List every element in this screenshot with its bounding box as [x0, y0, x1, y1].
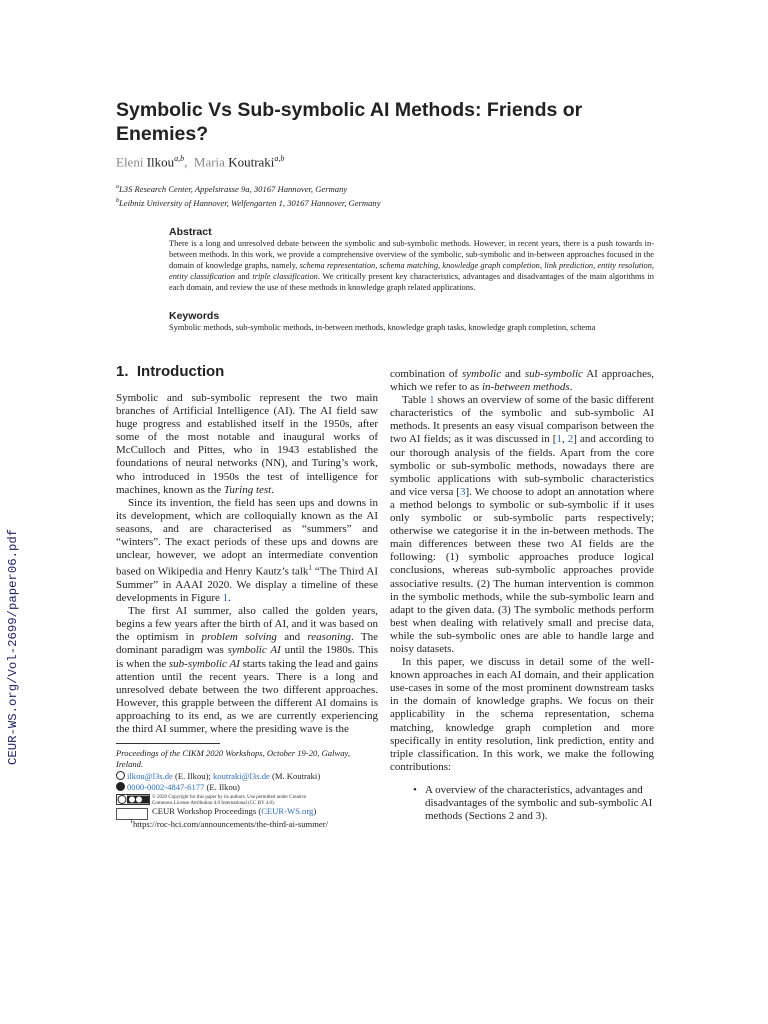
footnote-url[interactable]: https://roc-hci.com/announcements/the-third-ai-summer/ — [133, 818, 328, 829]
license-text: © 2020 Copyright for this paper by its authors. Use permitted under Creative — [152, 795, 307, 800]
affiliation — [116, 184, 347, 194]
author-first-name: Eleni — [116, 154, 144, 170]
section-heading: 1. Introduction — [116, 363, 225, 380]
citation-link[interactable]: 3 — [459, 485, 466, 498]
author-affil-mark: a,b — [174, 154, 185, 163]
paper-title: Symbolic Vs Sub-symbolic AI Methods: Friends or Enemies? — [116, 99, 583, 145]
orcid-link[interactable]: 0000-0002-4847-6177 — [127, 782, 205, 792]
paragraph: The first AI summer, also called the golden years, begins a few years after the birth of AI, and it was based on the optimism in problem solving and reasoning. The dominant paradigm was symbolic AI until the 1980s. This is when the sub-symbolic AI starts taking the lead and gains attention until the recent years. There is a long and unresolved debate between the two different approaches. However, this grapple between the different AI domains is approaching to its end, as we are currently experiencing the third AI summer, where the presiding wave is the — [116, 605, 378, 735]
affil-mark: b — [116, 198, 119, 205]
citation-link[interactable]: 2 — [567, 433, 574, 446]
keywords-text: Symbolic methods, sub-symbolic methods, in-between methods, knowledge graph tasks, knowledge graph completion, schema — [169, 323, 596, 332]
left-column — [116, 392, 378, 736]
paragraph: Symbolic and sub-symbolic represent the two main branches of Artificial Intelligence (AI). The AI field saw huge progress and established itself in the 1950s, after some of the most notable and inaugural works of McCulloch and Pittes, who in 1943 established the foundations of neural networks (NN), and Turing’s work, who introduced in 1950s the test of intelligence for machines, known as the Turing test. — [116, 392, 378, 496]
envelope-icon — [116, 771, 125, 780]
side-identifier-text: CEUR-WS.org/Vol-2699/paper06.pdf — [6, 528, 20, 765]
side-identifier — [3, 528, 25, 770]
abstract-text: There is a long and unresolved debate between the symbolic and sub-symbolic methods. However, in recent years, there is a push towards in-between methods. In this work, we provide a comprehensive overview of the symbolic, sub-symbolic and in-between approaches focused in the domain of knowledge graphs, namely, schema representation, schema matching, knowledge graph completion, link prediction, entity resolution, entity classification and triple classification. We critically present key characteristics, advantages and disadvantages of the main algorithms in each domain, and review the use of these methods in knowledge graph related applications. — [169, 239, 654, 292]
affil-text: Leibniz University of Hannover, Welfengarten 1, 30167 Hannover, Germany — [119, 198, 381, 208]
affiliation — [116, 198, 381, 208]
author-line: Eleni Ilkou$^{a,b}$, Maria Koutraki$^{a,b}$ — [116, 154, 285, 170]
right-column — [390, 368, 654, 774]
paragraph: Table 1 shows an overview of some of the basic different characteristics of the symbolic and sub-symbolic AI methods. It presents an easy visual comparison between the two AI fields; as it was discussed in [1, 2] and according to our thorough analysis of the fields. Apart from the core symbolic or sub-symbolic methods, nowadays there are symbolic applications with sub-symbolic characteristics and vice versa [3]. We choose to adopt an annotation where a method belongs to symbolic or sub-symbolic if it uses only symbolic or sub-symbolic parts respectively; otherwise we categorise it in the in-between methods. The main differences between these two AI fields are the following: (1) symbolic approaches produce logical conclusions, whereas sub-symbolic approaches provide associative results. (2) The human intervention is common in the symbolic methods, while the sub-symbolic learn and adapt to the given data. (3) The symbolic methods perform best when dealing with relatively small and precise data, while the sub-symbolic ones are able to handle large and noisy datasets. — [390, 394, 655, 655]
author-last-name: Koutraki — [228, 154, 275, 170]
cc-by-license-icon — [116, 794, 150, 805]
email-link[interactable]: ilkou@l3s.de — [127, 771, 173, 781]
proceedings-note: Proceedings of the CIKM 2020 Workshops, October 19-20, Galway, Ireland. — [116, 748, 350, 769]
bullet-text: A overview of the characteristics, advantages and disadvantages of the symbolic and sub-symbolic AI methods (Sections 2 and 3). — [425, 784, 653, 823]
affil-mark: a — [116, 184, 119, 191]
abstract-heading: Abstract — [169, 226, 212, 238]
paragraph: Since its invention, the field has seen ups and downs in its development, which are colloquially known as the AI seasons, and are characterised as “summers” and “winters”. The exact periods of these ups and downs are unclear, however, we adopt an intermediate convention based on Wikipedia and Henry Kautz’s talk$^1$ “The Third AI Summer” in AAAI 2020. We display a timeline of these developments in Figure 1. — [116, 496, 378, 605]
email-link[interactable]: koutraki@l3s.de — [212, 771, 270, 781]
url-footnote: $^1$https://roc-hci.com/announcements/the-third-ai-summer/ — [130, 818, 328, 829]
orcid-icon — [116, 782, 125, 791]
author-first-name: Maria — [193, 154, 225, 170]
footnote-ref[interactable]: 1 — [308, 564, 312, 573]
author-affil-mark: a,b — [274, 154, 285, 163]
paragraph: In this paper, we discuss in detail some of the well-known approaches in each AI domain, and their application use-cases in some of the most prominent downstream tasks in the domain of knowledge graphs. We focus on their applicability in the schema representation, schema matching, knowledge graph completion and more specifically in entity resolution, link prediction, entity and triple classification. In this work, we make the following contributions: — [390, 656, 654, 773]
abstract-block — [169, 226, 654, 294]
contribution-list-item — [408, 784, 654, 823]
figure-ref[interactable]: 1 — [222, 592, 229, 605]
license-text: Commons License Attribution 4.0 International (CC BY 4.0). — [152, 801, 275, 806]
paragraph: combination of symbolic and sub-symbolic AI approaches, which we refer to as in-between methods. — [390, 368, 654, 394]
footnote-divider — [116, 743, 220, 744]
keywords-block — [169, 310, 654, 334]
keywords-heading: Keywords — [169, 310, 220, 322]
orcid-line: 0000-0002-4847-6177 (E. Ilkou) — [116, 782, 240, 793]
citation-link[interactable]: 1 — [556, 433, 562, 446]
email-line: ilkou@l3s.de (E. Ilkou); koutraki@l3s.de (M. Koutraki) — [116, 771, 320, 782]
affil-text: L3S Research Center, Appelstrasse 9a, 30167 Hannover, Germany — [119, 184, 348, 194]
author-last-name: Ilkou — [146, 154, 175, 170]
ceur-line: CEUR Workshop Proceedings (CEUR-WS.org) — [152, 806, 317, 816]
table-ref[interactable]: 1 — [429, 394, 435, 407]
bullet-icon: • — [413, 784, 417, 796]
ceur-link[interactable]: CEUR-WS.org — [261, 806, 314, 816]
